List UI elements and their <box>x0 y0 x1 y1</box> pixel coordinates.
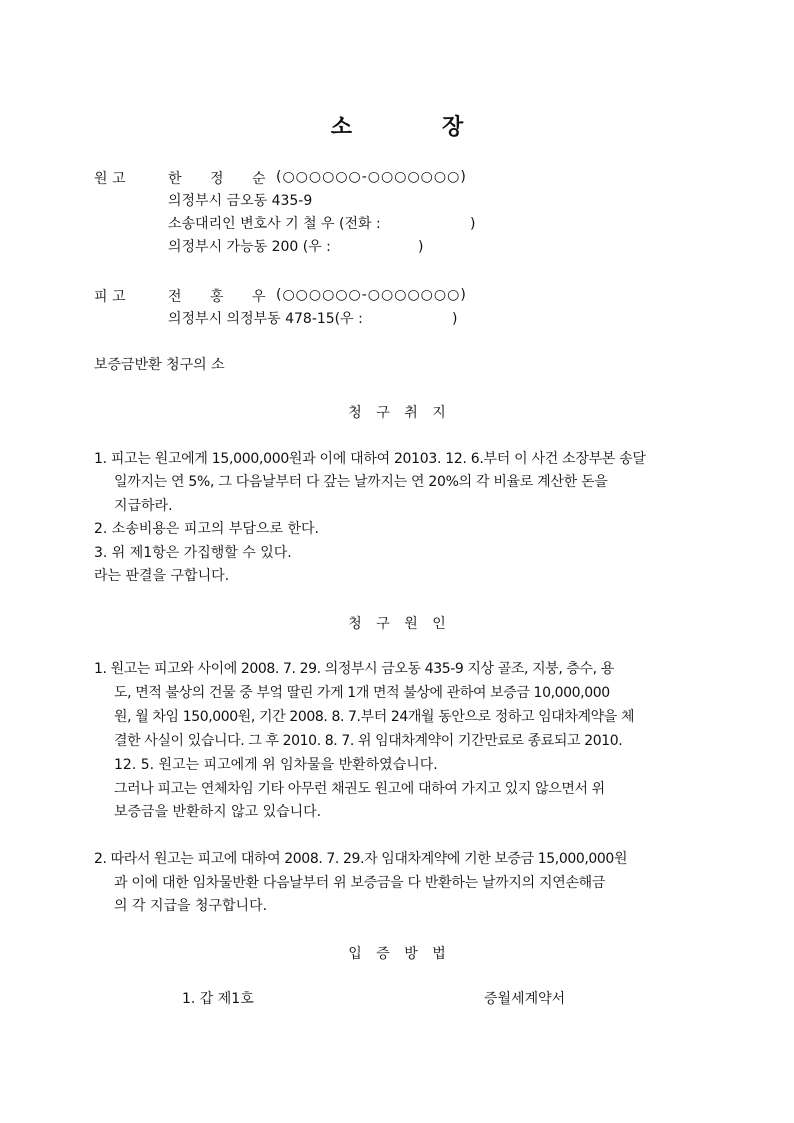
defendant-label: 피 고 <box>94 289 126 305</box>
title-char-right: 장 <box>442 115 464 140</box>
claim-cause-p2-line-3: 의 각 지급을 청구합니다. <box>114 898 268 914</box>
claim-cause-p1-line-3: 원, 월 차임 150,000원, 기간 2008. 8. 7.부터 24개월 동안으로 정하고 임대차계약을 체 <box>114 709 635 725</box>
defendant-address-close: ) <box>452 311 458 327</box>
plaintiff-attorney-address: 의정부시 가능동 200 (우 : <box>168 239 331 255</box>
evidence-heading: 입 증 방 법 <box>348 946 446 962</box>
evidence-item-name: 증월세계약서 <box>484 991 566 1007</box>
claim-cause-p1-line-7: 보증금을 반환하지 않고 있습니다. <box>114 804 322 820</box>
evidence-item-number: 1. 갑 제1호 <box>182 991 254 1007</box>
claim-cause-p2-line-1: 2. 따라서 원고는 피고에 대하여 2008. 7. 29.자 임대차계약에 기한 보증금 15,000,000원 <box>94 851 628 867</box>
claim-purpose-line-4: 2. 소송비용은 피고의 부담으로 한다. <box>94 521 319 537</box>
claim-cause-p1-line-1: 1. 원고는 피고와 사이에 2008. 7. 29. 의정부시 금오동 435-9 지상 골조, 지붕, 층수, 용 <box>94 661 614 677</box>
claim-cause-p1-line-6: 그러나 피고는 연체차임 기타 아무런 채권도 원고에 대하여 가지고 있지 않으면서 위 <box>114 781 605 797</box>
plaintiff-attorney: 소송대리인 변호사 기 철 우 (전화 : <box>168 216 381 232</box>
claim-cause-p1-line-4: 결한 사실이 있습니다. 그 후 2010. 8. 7. 위 임대차계약이 기간만료로 종료되고 2010. <box>114 733 623 749</box>
plaintiff-attorney-address-close: ) <box>418 239 424 255</box>
claim-purpose-line-5: 3. 위 제1항은 가집행할 수 있다. <box>94 545 292 561</box>
claim-purpose-heading: 청 구 취 지 <box>348 405 446 421</box>
plaintiff-address: 의정부시 금오동 435-9 <box>168 193 313 209</box>
plaintiff-label: 원 고 <box>94 171 126 187</box>
claim-purpose-line-3: 지급하라. <box>114 498 173 514</box>
defendant-address: 의정부시 의정부동 478-15(우 : <box>168 311 363 327</box>
claim-cause-heading: 청 구 원 인 <box>348 616 446 632</box>
plaintiff-attorney-close: ) <box>470 216 476 232</box>
case-name: 보증금반환 청구의 소 <box>94 357 225 373</box>
claim-cause-p2-line-2: 과 이에 대한 임차물반환 다음날부터 위 보증금을 다 반환하는 날까지의 지연손해금 <box>114 875 606 891</box>
plaintiff-id: (○○○○○○-○○○○○○○) <box>276 169 467 185</box>
claim-purpose-line-1: 1. 피고는 원고에게 15,000,000원과 이에 대하여 20103. 12. 6.부터 이 사건 소장부본 송달 <box>94 451 646 467</box>
claim-purpose-line-2: 일까지는 연 5%, 그 다음날부터 다 갚는 날까지는 연 20%의 각 비율로 계산한 돈을 <box>114 474 608 490</box>
claim-cause-p1-line-5: 12. 5. 원고는 피고에게 위 임차물을 반환하였습니다. <box>114 757 438 773</box>
defendant-name: 전 홍 우 <box>168 289 266 305</box>
plaintiff-name: 한 정 순 <box>168 171 266 187</box>
claim-cause-p1-line-2: 도, 면적 불상의 건물 중 부엌 딸린 가게 1개 면적 불상에 관하여 보증금 10,000,000 <box>114 685 610 701</box>
title-char-left: 소 <box>330 115 352 140</box>
defendant-id: (○○○○○○-○○○○○○○) <box>276 287 467 303</box>
document-title <box>0 110 794 141</box>
claim-purpose-line-6: 라는 판결을 구합니다. <box>94 568 230 584</box>
